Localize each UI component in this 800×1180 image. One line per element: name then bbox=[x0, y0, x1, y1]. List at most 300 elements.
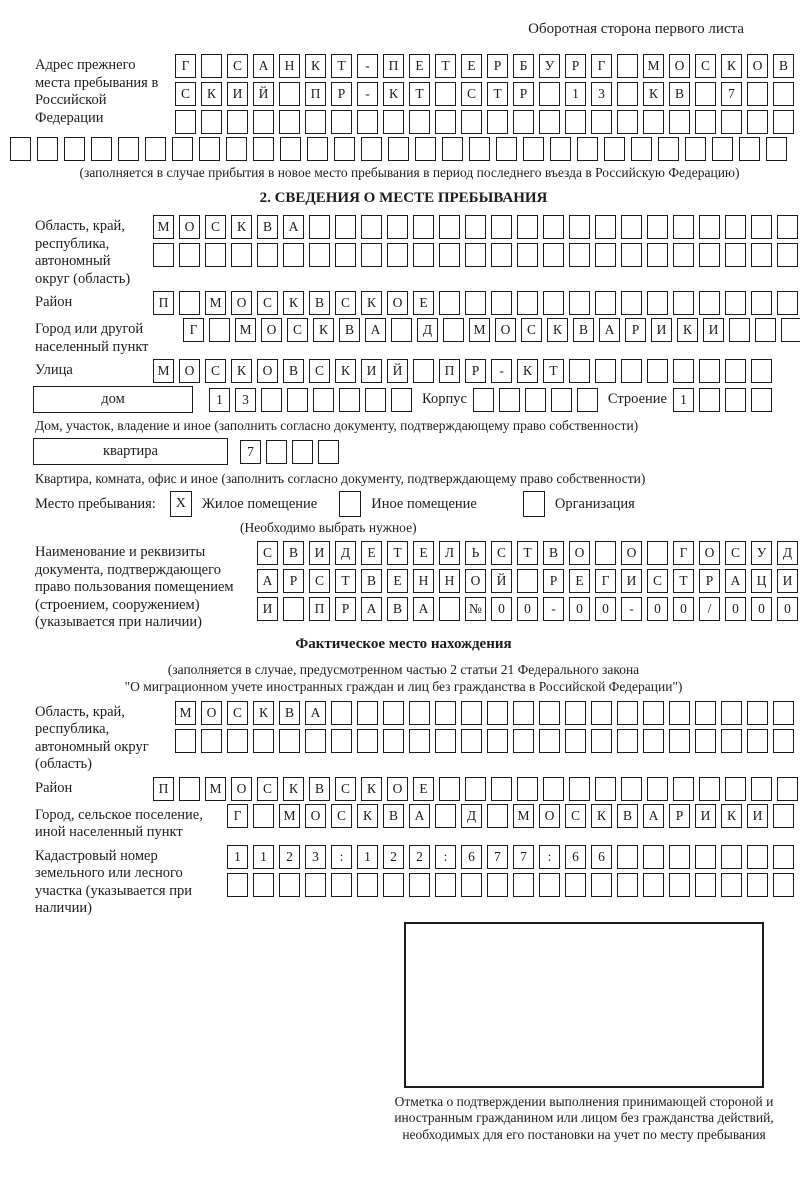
char-cell: 2 bbox=[279, 845, 300, 869]
char-cell: Г bbox=[591, 54, 612, 78]
char-cell bbox=[699, 291, 720, 315]
char-cell bbox=[591, 110, 612, 134]
char-cell bbox=[465, 291, 486, 315]
char-cell bbox=[695, 82, 716, 106]
char-cell bbox=[335, 215, 356, 239]
char-cell: К bbox=[643, 82, 664, 106]
char-cell: В bbox=[361, 569, 382, 593]
char-cell: 0 bbox=[751, 597, 772, 621]
char-cell bbox=[287, 388, 308, 412]
char-cell bbox=[699, 388, 720, 412]
char-cell bbox=[409, 110, 430, 134]
char-cell: Г bbox=[673, 541, 694, 565]
field-apartment bbox=[35, 438, 792, 465]
char-cell: О bbox=[569, 541, 590, 565]
char-cell: Б bbox=[513, 54, 534, 78]
char-cell: М bbox=[153, 215, 174, 239]
apartment-label-box: квартира bbox=[33, 438, 228, 465]
char-cell: О bbox=[495, 318, 516, 342]
char-cell: Р bbox=[335, 597, 356, 621]
document-cell-rows bbox=[257, 541, 798, 621]
house-note: Дом, участок, владение и иное (заполнить согласно документу, подтверждающему право собственности) bbox=[35, 418, 639, 433]
char-cell bbox=[543, 215, 564, 239]
char-cell: Т bbox=[517, 541, 538, 565]
char-cell bbox=[487, 729, 508, 753]
previous-address-note: (заполняется в случае прибытия в новое место пребывания в период последнего въезда в Российскую Федерацию) bbox=[79, 165, 740, 180]
char-cell bbox=[231, 243, 252, 267]
char-cell: А bbox=[599, 318, 620, 342]
char-cell: К bbox=[335, 359, 356, 383]
char-cell: 0 bbox=[673, 597, 694, 621]
char-cell bbox=[383, 873, 404, 897]
city-3-label: Город, сельское поселение, иной населенный пункт bbox=[35, 806, 203, 840]
char-cell bbox=[539, 729, 560, 753]
street-row bbox=[153, 359, 772, 383]
char-cell: В bbox=[339, 318, 360, 342]
city-3-row bbox=[227, 804, 794, 828]
char-cell bbox=[413, 215, 434, 239]
char-cell bbox=[621, 243, 642, 267]
char-cell: С bbox=[461, 82, 482, 106]
char-cell: 1 bbox=[357, 845, 378, 869]
char-cell: О bbox=[387, 777, 408, 801]
char-cell bbox=[725, 359, 746, 383]
char-cell bbox=[388, 137, 409, 161]
char-cell bbox=[773, 701, 794, 725]
char-cell: - bbox=[357, 54, 378, 78]
char-cell bbox=[279, 873, 300, 897]
char-cell bbox=[357, 729, 378, 753]
previous-address-row-4 bbox=[10, 137, 792, 161]
char-cell: Р bbox=[543, 569, 564, 593]
previous-address-row-2 bbox=[175, 82, 794, 106]
char-cell: Й bbox=[387, 359, 408, 383]
document-label: Наименование и реквизиты документа, подтверждающего право пользования помещением (строением, сооружением) (указывается при наличии) bbox=[35, 544, 234, 630]
char-cell bbox=[199, 137, 220, 161]
char-cell bbox=[361, 215, 382, 239]
char-cell bbox=[721, 701, 742, 725]
char-cell: С bbox=[257, 777, 278, 801]
char-cell: Т bbox=[543, 359, 564, 383]
char-cell bbox=[695, 845, 716, 869]
apartment-note: Квартира, комната, офис и иное (заполнить согласно документу, подтверждающему право собственности) bbox=[35, 471, 646, 486]
char-cell: Д bbox=[417, 318, 438, 342]
char-cell bbox=[283, 597, 304, 621]
char-cell bbox=[305, 729, 326, 753]
char-cell bbox=[487, 873, 508, 897]
stamp-caption: Отметка о подтверждении выполнения принимающей стороной и иностранным гражданином или лицом без гражданства действий, необходимых для его постановки на учет по месту пребывания bbox=[394, 1093, 774, 1142]
char-cell bbox=[617, 701, 638, 725]
char-cell: К bbox=[253, 701, 274, 725]
char-cell bbox=[153, 243, 174, 267]
previous-address-label: Адрес прежнего места пребывания в Российской Федерации bbox=[35, 57, 159, 126]
char-cell bbox=[201, 54, 222, 78]
char-cell bbox=[673, 291, 694, 315]
cadastral-row-2 bbox=[227, 873, 794, 897]
char-cell bbox=[595, 243, 616, 267]
char-cell: Н bbox=[439, 569, 460, 593]
char-cell: С bbox=[227, 701, 248, 725]
char-cell: А bbox=[361, 597, 382, 621]
char-cell: А bbox=[643, 804, 664, 828]
char-cell bbox=[205, 243, 226, 267]
char-cell bbox=[539, 701, 560, 725]
char-cell bbox=[383, 701, 404, 725]
region-3-row-2 bbox=[175, 729, 794, 753]
char-cell bbox=[461, 873, 482, 897]
char-cell: С bbox=[205, 359, 226, 383]
char-cell bbox=[669, 873, 690, 897]
char-cell: В bbox=[309, 291, 330, 315]
cadastral-row-1 bbox=[227, 845, 794, 869]
char-cell bbox=[739, 137, 760, 161]
char-cell bbox=[543, 777, 564, 801]
char-cell bbox=[517, 291, 538, 315]
char-cell bbox=[491, 291, 512, 315]
char-cell bbox=[751, 388, 772, 412]
city-2-label: Город или другой населенный пункт bbox=[35, 321, 149, 355]
house-label-box: дом bbox=[33, 386, 193, 413]
char-cell bbox=[669, 845, 690, 869]
previous-address-cell-rows bbox=[175, 54, 794, 134]
char-cell: Г bbox=[227, 804, 248, 828]
char-cell: К bbox=[677, 318, 698, 342]
char-cell bbox=[487, 701, 508, 725]
char-cell bbox=[491, 243, 512, 267]
char-cell: О bbox=[305, 804, 326, 828]
char-cell: П bbox=[305, 82, 326, 106]
char-cell bbox=[383, 729, 404, 753]
char-cell bbox=[387, 243, 408, 267]
char-cell bbox=[305, 873, 326, 897]
page-header: Оборотная сторона первого листа bbox=[528, 21, 744, 37]
char-cell: О bbox=[621, 541, 642, 565]
char-cell: 2 bbox=[409, 845, 430, 869]
char-cell bbox=[335, 243, 356, 267]
char-cell bbox=[539, 82, 560, 106]
char-cell bbox=[318, 440, 339, 464]
char-cell bbox=[179, 777, 200, 801]
char-cell: А bbox=[305, 701, 326, 725]
char-cell bbox=[621, 359, 642, 383]
char-cell bbox=[643, 845, 664, 869]
char-cell bbox=[673, 777, 694, 801]
char-cell bbox=[751, 243, 772, 267]
char-cell: 6 bbox=[565, 845, 586, 869]
char-cell: 0 bbox=[647, 597, 668, 621]
char-cell bbox=[513, 873, 534, 897]
char-cell bbox=[357, 110, 378, 134]
char-cell: С bbox=[521, 318, 542, 342]
char-cell bbox=[669, 701, 690, 725]
char-cell bbox=[695, 729, 716, 753]
char-cell bbox=[725, 777, 746, 801]
char-cell bbox=[751, 777, 772, 801]
char-cell: С bbox=[175, 82, 196, 106]
char-cell: В bbox=[257, 215, 278, 239]
char-cell bbox=[591, 729, 612, 753]
char-cell bbox=[409, 873, 430, 897]
char-cell bbox=[773, 845, 794, 869]
char-cell: М bbox=[279, 804, 300, 828]
region-2-cell-rows bbox=[153, 215, 798, 267]
char-cell: О bbox=[257, 359, 278, 383]
char-cell bbox=[621, 291, 642, 315]
char-cell bbox=[517, 243, 538, 267]
char-cell bbox=[525, 388, 546, 412]
char-cell bbox=[261, 388, 282, 412]
district-3-label: Район bbox=[35, 779, 73, 796]
stay-option-organization bbox=[523, 491, 635, 517]
char-cell: И bbox=[777, 569, 798, 593]
char-cell bbox=[461, 110, 482, 134]
char-cell bbox=[439, 215, 460, 239]
char-cell bbox=[517, 215, 538, 239]
char-cell: С bbox=[257, 541, 278, 565]
char-cell: О bbox=[699, 541, 720, 565]
section2-title: 2. СВЕДЕНИЯ О МЕСТЕ ПРЕБЫВАНИЯ bbox=[259, 190, 548, 206]
char-cell bbox=[695, 701, 716, 725]
char-cell: Д bbox=[461, 804, 482, 828]
char-cell: М bbox=[153, 359, 174, 383]
char-cell bbox=[439, 777, 460, 801]
char-cell: У bbox=[539, 54, 560, 78]
char-cell bbox=[617, 54, 638, 78]
char-cell: С bbox=[695, 54, 716, 78]
korpus-label: Корпус bbox=[422, 391, 467, 407]
char-cell: К bbox=[201, 82, 222, 106]
char-cell: Т bbox=[387, 541, 408, 565]
char-cell bbox=[435, 729, 456, 753]
char-cell: В bbox=[669, 82, 690, 106]
char-cell: 2 bbox=[383, 845, 404, 869]
char-cell: Р bbox=[625, 318, 646, 342]
char-cell: И bbox=[257, 597, 278, 621]
char-cell bbox=[777, 215, 798, 239]
char-cell bbox=[721, 845, 742, 869]
char-cell bbox=[773, 729, 794, 753]
char-cell bbox=[647, 359, 668, 383]
char-cell bbox=[595, 291, 616, 315]
char-cell: С bbox=[565, 804, 586, 828]
char-cell bbox=[617, 110, 638, 134]
char-cell: И bbox=[703, 318, 724, 342]
field-street bbox=[35, 359, 792, 383]
char-cell bbox=[201, 110, 222, 134]
char-cell bbox=[725, 215, 746, 239]
char-cell bbox=[647, 777, 668, 801]
char-cell: В bbox=[573, 318, 594, 342]
char-cell: 1 bbox=[209, 388, 230, 412]
char-cell bbox=[309, 243, 330, 267]
region-3-label: Область, край, республика, автономный округ (область) bbox=[35, 703, 149, 772]
char-cell bbox=[721, 729, 742, 753]
char-cell: И bbox=[361, 359, 382, 383]
char-cell bbox=[439, 597, 460, 621]
char-cell bbox=[565, 701, 586, 725]
char-cell bbox=[699, 215, 720, 239]
apartment-number-row bbox=[240, 440, 339, 464]
region-2-row-1 bbox=[153, 215, 798, 239]
char-cell: С bbox=[491, 541, 512, 565]
char-cell: К bbox=[547, 318, 568, 342]
char-cell bbox=[669, 110, 690, 134]
char-cell bbox=[747, 82, 768, 106]
char-cell: Р bbox=[699, 569, 720, 593]
char-cell bbox=[331, 873, 352, 897]
char-cell: К bbox=[357, 804, 378, 828]
char-cell: А bbox=[257, 569, 278, 593]
char-cell bbox=[647, 541, 668, 565]
char-cell bbox=[513, 701, 534, 725]
organization-checkbox bbox=[523, 491, 545, 517]
char-cell bbox=[469, 137, 490, 161]
char-cell: М bbox=[513, 804, 534, 828]
field-district-2 bbox=[35, 291, 792, 315]
char-cell: 0 bbox=[517, 597, 538, 621]
char-cell bbox=[647, 291, 668, 315]
char-cell: Т bbox=[673, 569, 694, 593]
char-cell: Ц bbox=[751, 569, 772, 593]
char-cell bbox=[461, 729, 482, 753]
char-cell: С bbox=[257, 291, 278, 315]
char-cell: Р bbox=[331, 82, 352, 106]
char-cell bbox=[669, 729, 690, 753]
char-cell: 3 bbox=[305, 845, 326, 869]
char-cell: С bbox=[287, 318, 308, 342]
char-cell: Й bbox=[491, 569, 512, 593]
char-cell: В bbox=[543, 541, 564, 565]
char-cell: К bbox=[305, 54, 326, 78]
char-cell: Е bbox=[413, 777, 434, 801]
char-cell: И bbox=[695, 804, 716, 828]
char-cell bbox=[305, 110, 326, 134]
previous-address-row-3 bbox=[175, 110, 794, 134]
char-cell bbox=[253, 804, 274, 828]
char-cell: 0 bbox=[777, 597, 798, 621]
stay-type-label: Место пребывания: bbox=[35, 495, 156, 512]
district-2-row bbox=[153, 291, 798, 315]
char-cell: О bbox=[231, 291, 252, 315]
char-cell bbox=[179, 243, 200, 267]
char-cell: О bbox=[179, 359, 200, 383]
char-cell bbox=[253, 137, 274, 161]
char-cell bbox=[227, 729, 248, 753]
char-cell bbox=[313, 388, 334, 412]
previous-address-row-1 bbox=[175, 54, 794, 78]
char-cell: С bbox=[309, 569, 330, 593]
char-cell bbox=[751, 215, 772, 239]
stay-option-residential bbox=[170, 491, 317, 517]
char-cell bbox=[747, 845, 768, 869]
char-cell bbox=[435, 701, 456, 725]
char-cell bbox=[617, 845, 638, 869]
char-cell: 7 bbox=[487, 845, 508, 869]
char-cell: С bbox=[335, 291, 356, 315]
field-district-3 bbox=[35, 777, 792, 801]
char-cell: Р bbox=[669, 804, 690, 828]
char-cell bbox=[465, 215, 486, 239]
char-cell: О bbox=[261, 318, 282, 342]
street-label: Улица bbox=[35, 362, 73, 378]
field-region-3 bbox=[35, 701, 792, 774]
char-cell bbox=[617, 873, 638, 897]
char-cell bbox=[712, 137, 733, 161]
char-cell: У bbox=[751, 541, 772, 565]
char-cell bbox=[37, 137, 58, 161]
char-cell: С bbox=[309, 359, 330, 383]
char-cell bbox=[543, 243, 564, 267]
city-2-row bbox=[183, 318, 800, 342]
char-cell: Е bbox=[413, 541, 434, 565]
char-cell: О bbox=[539, 804, 560, 828]
char-cell: Т bbox=[409, 82, 430, 106]
char-cell: 3 bbox=[591, 82, 612, 106]
char-cell bbox=[491, 215, 512, 239]
char-cell bbox=[253, 729, 274, 753]
char-cell bbox=[631, 137, 652, 161]
char-cell bbox=[595, 541, 616, 565]
char-cell bbox=[643, 873, 664, 897]
char-cell: М bbox=[643, 54, 664, 78]
char-cell bbox=[339, 388, 360, 412]
char-cell bbox=[361, 243, 382, 267]
char-cell: Е bbox=[461, 54, 482, 78]
char-cell: Т bbox=[487, 82, 508, 106]
char-cell: В bbox=[387, 597, 408, 621]
char-cell bbox=[591, 701, 612, 725]
char-cell bbox=[357, 701, 378, 725]
char-cell bbox=[747, 110, 768, 134]
char-cell bbox=[773, 804, 794, 828]
char-cell bbox=[409, 729, 430, 753]
char-cell: : bbox=[331, 845, 352, 869]
char-cell: Е bbox=[387, 569, 408, 593]
char-cell: К bbox=[313, 318, 334, 342]
char-cell bbox=[673, 359, 694, 383]
char-cell: К bbox=[361, 291, 382, 315]
char-cell: К bbox=[721, 54, 742, 78]
char-cell: О bbox=[231, 777, 252, 801]
char-cell: 7 bbox=[513, 845, 534, 869]
char-cell bbox=[721, 110, 742, 134]
char-cell bbox=[361, 137, 382, 161]
char-cell: К bbox=[231, 215, 252, 239]
char-cell: 1 bbox=[227, 845, 248, 869]
region-2-row-2 bbox=[153, 243, 798, 267]
char-cell: 0 bbox=[595, 597, 616, 621]
char-cell: 0 bbox=[491, 597, 512, 621]
char-cell: П bbox=[439, 359, 460, 383]
char-cell bbox=[673, 215, 694, 239]
char-cell bbox=[577, 137, 598, 161]
char-cell bbox=[513, 110, 534, 134]
char-cell: К bbox=[721, 804, 742, 828]
char-cell bbox=[517, 777, 538, 801]
char-cell bbox=[699, 243, 720, 267]
char-cell bbox=[391, 388, 412, 412]
char-cell bbox=[523, 137, 544, 161]
char-cell: Е bbox=[361, 541, 382, 565]
char-cell bbox=[569, 359, 590, 383]
char-cell: Т bbox=[331, 54, 352, 78]
char-cell: М bbox=[235, 318, 256, 342]
char-cell bbox=[621, 215, 642, 239]
char-cell: С bbox=[335, 777, 356, 801]
char-cell: В bbox=[383, 804, 404, 828]
section3-note-line-1: (заполняется в случае, предусмотренном частью 2 статьи 21 Федерального закона bbox=[167, 661, 640, 677]
char-cell bbox=[747, 873, 768, 897]
